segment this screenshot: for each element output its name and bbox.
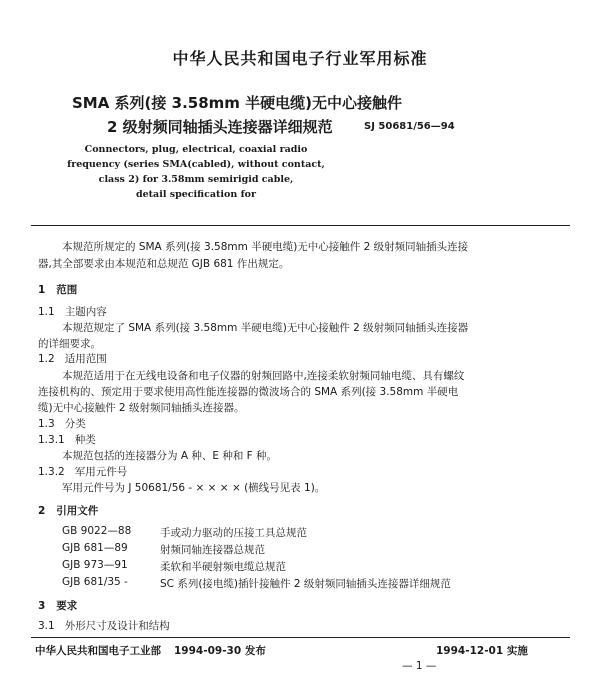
english-title-line-1: Connectors, plug, electrical, coaxial radio [84, 144, 308, 155]
english-title-line-3: class 2) for 3.58mm semirigid cable, [98, 174, 294, 185]
section-3-heading [38, 598, 77, 613]
section-title: 适用范围 [64, 353, 107, 365]
section-number: 1.3.1 [38, 434, 65, 446]
section-1-3-2-heading [38, 464, 127, 479]
section-number: 1.2 [38, 353, 55, 365]
section-title: 军用元件号 [74, 466, 128, 478]
section-1-2-line-3: 缆)无中心接触件 2 级射频同轴插头连接器。 [38, 402, 245, 414]
section-title: 种类 [74, 434, 96, 446]
section-number: 1.3 [38, 418, 55, 430]
section-title: 外形尺寸及设计和结构 [64, 620, 170, 632]
english-title-line-2: frequency (series SMA(cabled), without contact, [67, 159, 325, 170]
reference-code: GJB 973—91 [62, 559, 128, 571]
reference-title: 射频同轴连接器总规范 [160, 544, 265, 556]
standard-code: SJ 50681/56—94 [364, 121, 455, 132]
section-title: 引用文件 [56, 505, 99, 517]
section-title: 范围 [56, 284, 78, 296]
section-1-heading [38, 282, 77, 297]
section-1-3-1-body: 本规范包括的连接器分为 A 种、E 种和 F 种。 [62, 450, 278, 462]
section-1-3-heading [38, 416, 86, 431]
bottom-divider [31, 637, 570, 638]
section-number: 3 [38, 600, 46, 612]
section-1-2-heading [38, 351, 107, 366]
section-number: 1.3.2 [38, 466, 65, 478]
reference-code: GJB 681/35 - [62, 576, 128, 588]
section-1-1-heading [38, 304, 107, 319]
footer-issue-date: 1994-09-30 发布 [174, 645, 266, 657]
section-1-3-2-body: 军用元件号为 J 50681/56 - × × × × (横线号见表 1)。 [62, 482, 326, 494]
reference-title: SC 系列(接电缆)插针接触件 2 级射频同轴插头连接器详细规范 [160, 578, 451, 590]
section-number: 1.1 [38, 306, 55, 318]
section-1-2-line-2: 连接机构的、预定用于要求使用高性能连接器的微波场合的 SMA 系列(接 3.58mm 半硬电 [38, 386, 459, 398]
section-1-1-line-2: 的详细要求。 [38, 338, 101, 350]
footer-effective-date: 1994-12-01 实施 [436, 645, 528, 657]
section-1-1-line-1: 本规范规定了 SMA 系列(接 3.58mm 半硬电缆)无中心接触件 2 级射频同轴插头连接器 [62, 322, 469, 334]
section-title: 主题内容 [64, 306, 107, 318]
top-divider [31, 225, 570, 226]
section-title: 要求 [56, 600, 78, 612]
footer-issuer: 中华人民共和国电子工业部 [35, 645, 161, 657]
english-title-line-4: detail specification for [135, 189, 256, 200]
standard-class-header: 中华人民共和国电子行业军用标准 [172, 49, 428, 68]
page-number: — 1 — [402, 660, 437, 672]
title-line-1: SMA 系列(接 3.58mm 半硬电缆)无中心接触件 [72, 94, 402, 112]
reference-code: GJB 681—89 [62, 542, 128, 554]
section-3-1-heading [38, 618, 170, 633]
section-number: 3.1 [38, 620, 55, 632]
section-1-3-1-heading [38, 432, 96, 447]
intro-line-1: 本规范所规定的 SMA 系列(接 3.58mm 半硬电缆)无中心接触件 2 级射频同轴插头连接 [62, 241, 469, 253]
title-line-2: 2 级射频同轴插头连接器详细规范 [107, 118, 333, 136]
section-1-2-line-1: 本规范适用于在无线电设备和电子仪器的射频回路中,连接柔软射频同轴电缆、具有螺纹 [62, 370, 465, 382]
section-2-heading [38, 503, 98, 518]
reference-code: GB 9022—88 [62, 525, 132, 537]
intro-line-2: 器,其全部要求由本规范和总规范 GJB 681 作出规定。 [38, 258, 290, 270]
section-title: 分类 [64, 418, 86, 430]
section-number: 1 [38, 284, 46, 296]
reference-title: 柔软和半硬射频电缆总规范 [160, 561, 286, 573]
section-number: 2 [38, 505, 46, 517]
reference-title: 手或动力驱动的压接工具总规范 [160, 527, 307, 539]
